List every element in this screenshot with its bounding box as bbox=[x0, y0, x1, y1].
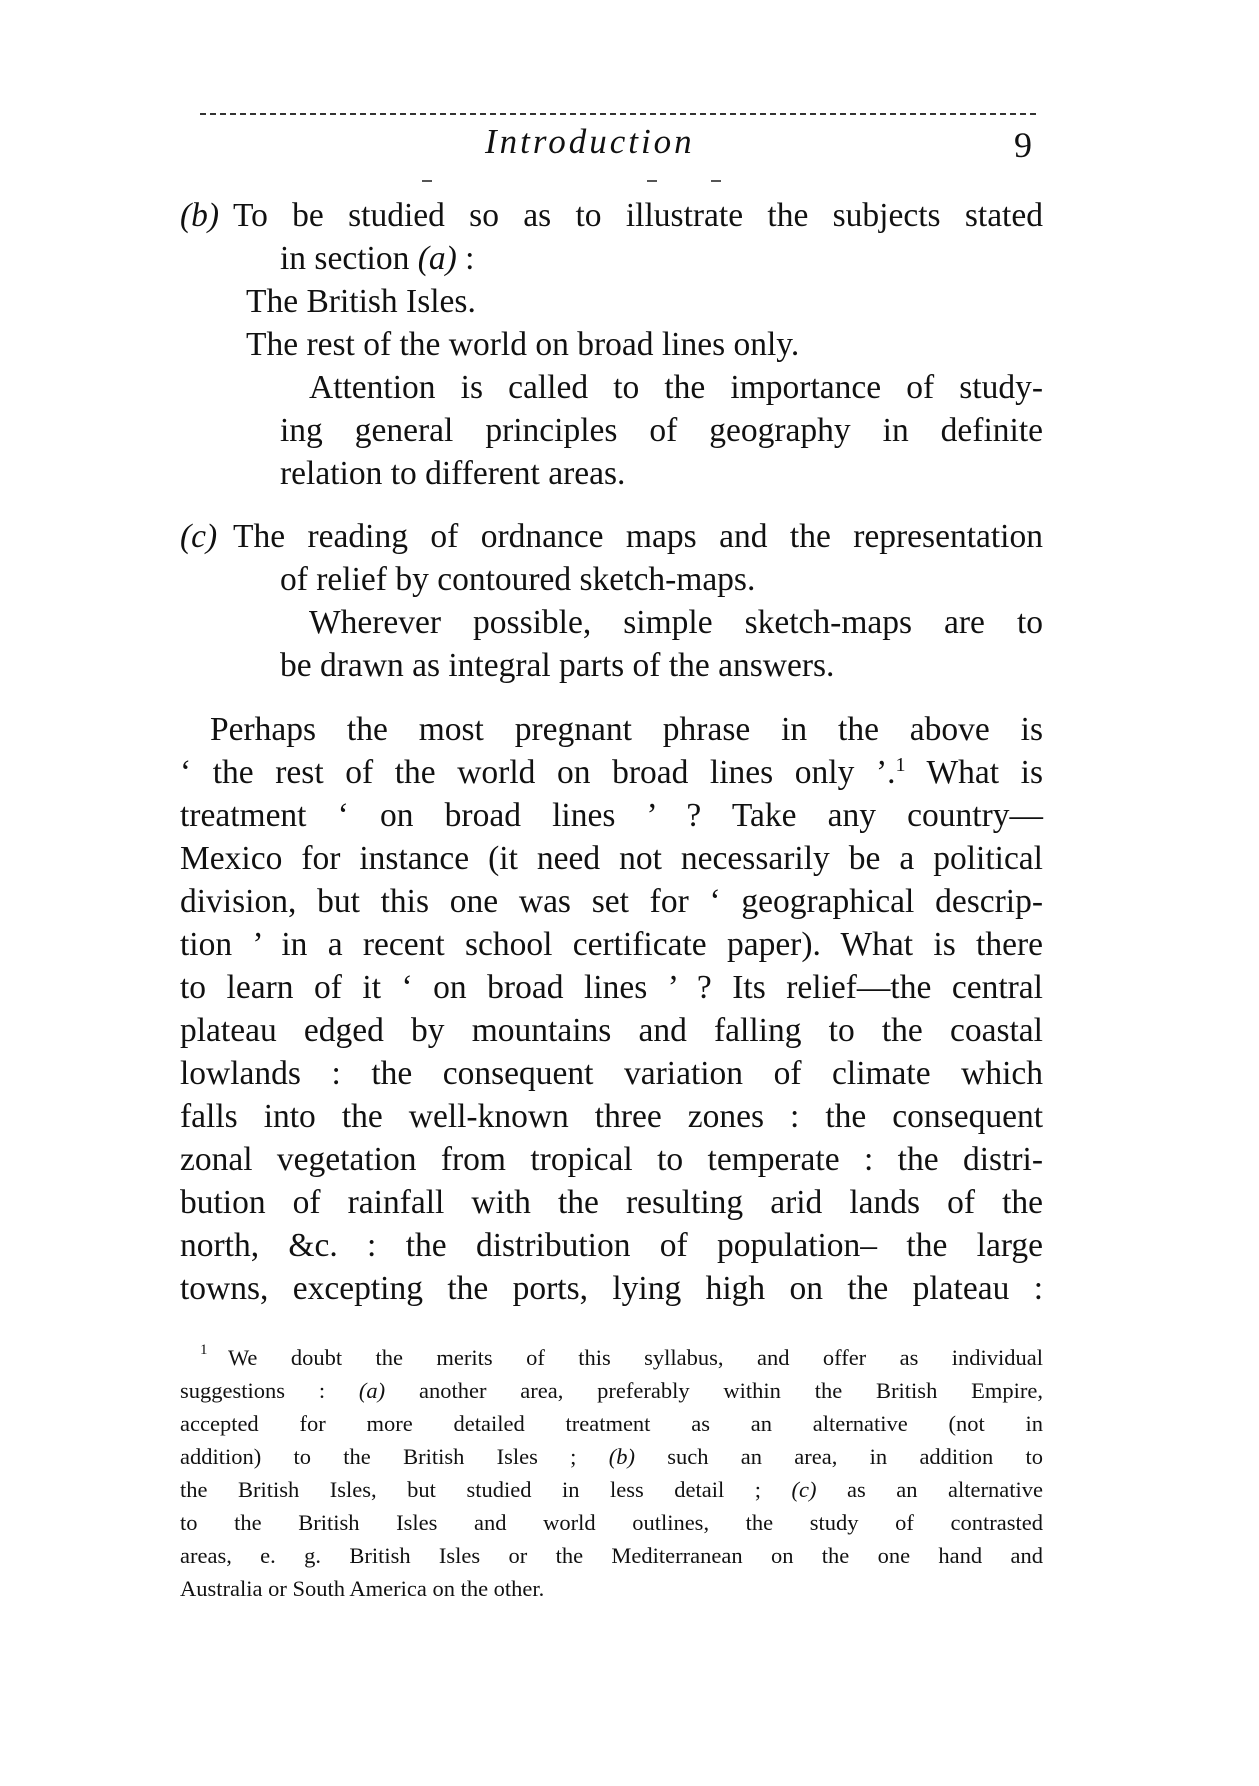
footnote-marker: 1 bbox=[200, 1342, 208, 1358]
text-line: falls into the well-known three zones : the consequent bbox=[180, 1098, 1043, 1135]
text-line: lowlands : the consequent variation of climate which bbox=[180, 1055, 1043, 1092]
header-tick bbox=[422, 180, 432, 182]
item-marker: (c) bbox=[180, 518, 218, 555]
item-marker: (b) bbox=[180, 197, 220, 234]
text-line: to learn of it ‘ on broad lines ’ ? Its relief—the central bbox=[180, 969, 1043, 1006]
text-line: Perhaps the most pregnant phrase in the above is bbox=[210, 711, 1043, 748]
text-line: Mexico for instance (it need not necessarily be a political bbox=[180, 840, 1043, 877]
text-line: The reading of ordnance maps and the representation bbox=[233, 518, 1043, 555]
footnote-ref: 1 bbox=[895, 753, 906, 776]
text-line: ing general principles of geography in definite bbox=[280, 412, 1043, 449]
header-rule bbox=[200, 113, 1036, 115]
page-number: 9 bbox=[1014, 125, 1032, 165]
text-line: bution of rainfall with the resulting arid lands of the bbox=[180, 1184, 1043, 1221]
text-line: ‘ the rest of the world on broad lines only ’.$^1$ What is bbox=[180, 753, 1043, 791]
text-line: be drawn as integral parts of the answers. bbox=[280, 647, 835, 684]
header-tick bbox=[711, 180, 721, 182]
footnote-line: areas, e. g. British Isles or the Mediterranean on the one hand and bbox=[180, 1543, 1043, 1568]
footnote-line: We doubt the merits of this syllabus, and offer as individual bbox=[228, 1345, 1043, 1370]
text-line: The rest of the world on broad lines only. bbox=[246, 326, 800, 363]
footnote-line: accepted for more detailed treatment as an alternative (not in bbox=[180, 1411, 1043, 1436]
text-line: relation to different areas. bbox=[280, 455, 626, 492]
text-line: Attention is called to the importance of study- bbox=[309, 369, 1043, 406]
running-title: Introduction bbox=[485, 122, 695, 161]
text-line: plateau edged by mountains and falling to the coastal bbox=[180, 1012, 1043, 1049]
header-tick bbox=[647, 180, 657, 182]
text-line: To be studied so as to illustrate the subjects stated bbox=[233, 197, 1043, 234]
text-line: of relief by contoured sketch-maps. bbox=[280, 561, 756, 598]
text-line: in section (a) : bbox=[280, 240, 475, 277]
text-line: north, &c. : the distribution of population– the large bbox=[180, 1227, 1043, 1264]
footnote-line: the British Isles, but studied in less detail ; (c) as an alternative bbox=[180, 1477, 1043, 1502]
footnote-line: suggestions : (a) another area, preferably within the British Empire, bbox=[180, 1378, 1043, 1403]
text-line: treatment ‘ on broad lines ’ ? Take any country— bbox=[180, 797, 1043, 834]
text-line: tion ’ in a recent school certificate paper). What is there bbox=[180, 926, 1043, 963]
footnote-line: Australia or South America on the other. bbox=[180, 1576, 545, 1601]
text-line: towns, excepting the ports, lying high on the plateau : bbox=[180, 1270, 1043, 1307]
text-line: zonal vegetation from tropical to temperate : the distri- bbox=[180, 1141, 1043, 1178]
text-line: The British Isles. bbox=[246, 283, 476, 320]
text-line: Wherever possible, simple sketch-maps are to bbox=[309, 604, 1043, 641]
footnote-line: addition) to the British Isles ; (b) such an area, in addition to bbox=[180, 1444, 1043, 1469]
page-header bbox=[200, 122, 1050, 178]
text-line: division, but this one was set for ‘ geographical descrip- bbox=[180, 883, 1043, 920]
footnote-line: to the British Isles and world outlines, the study of contrasted bbox=[180, 1510, 1043, 1535]
